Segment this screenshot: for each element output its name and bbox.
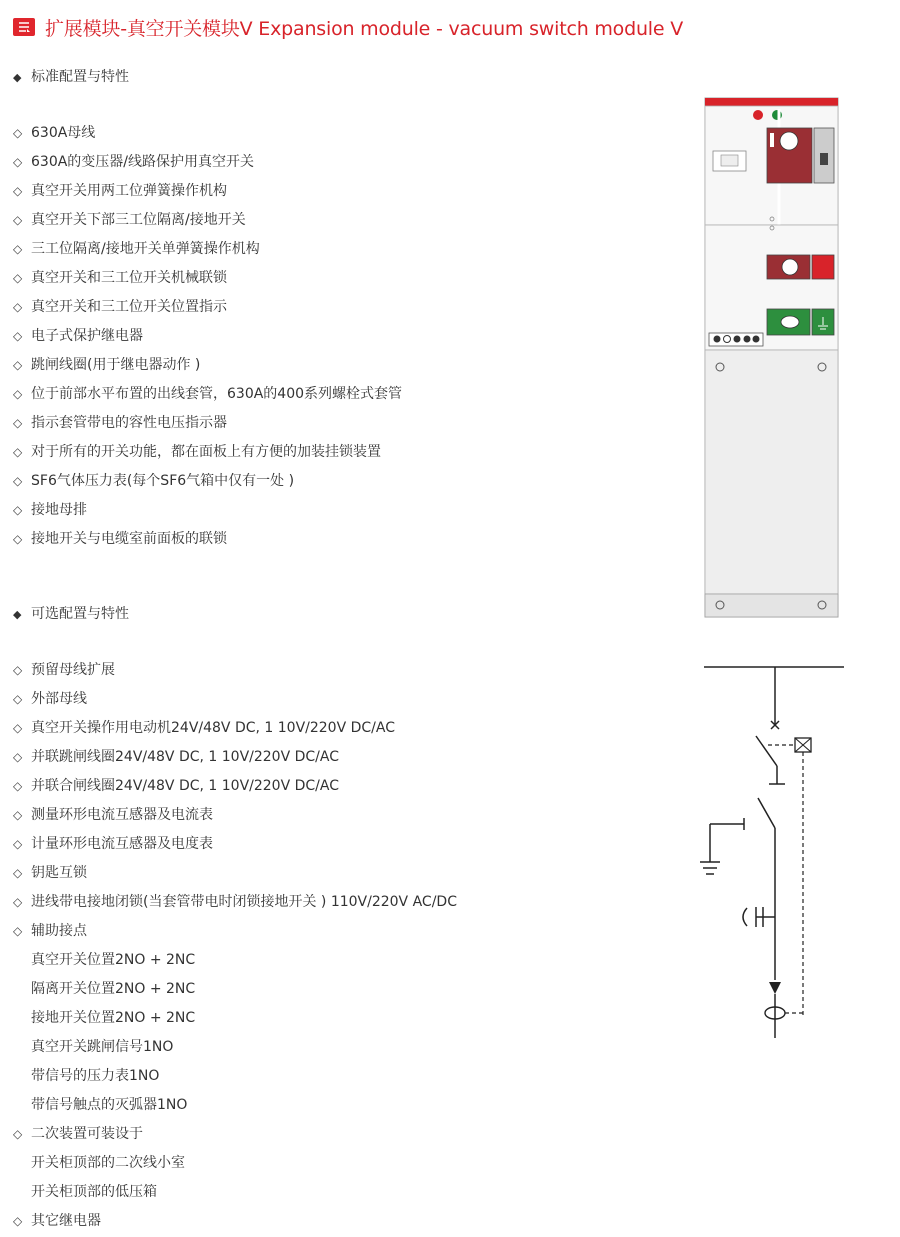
diamond-outline-icon: ◇: [13, 271, 23, 285]
diamond-outline-icon: ◇: [13, 750, 23, 764]
optional-item-text: 真空开关操作用电动机24V/48V DC, 1 10V/220V DC/AC: [31, 720, 395, 736]
optional-item-text: 并联跳闸线圈24V/48V DC, 1 10V/220V DC/AC: [31, 749, 339, 765]
standard-item: [13, 529, 227, 549]
standard-item-text: 接地开关与电缆室前面板的联锁: [31, 531, 227, 547]
optional-item: [13, 892, 457, 912]
standard-item: [13, 326, 143, 346]
diamond-outline-icon: ◇: [13, 474, 23, 488]
diamond-outline-icon: ◇: [13, 692, 23, 706]
diamond-outline-icon: ◇: [13, 300, 23, 314]
optional-item: [13, 689, 87, 709]
optional-heading-text: 可选配置与特性: [31, 606, 129, 622]
diamond-outline-icon: ◇: [13, 779, 23, 793]
diamond-outline-icon: ◇: [13, 445, 23, 459]
standard-item: [13, 297, 227, 317]
aux-sub-item: 真空开关跳闸信号1NO: [31, 1039, 174, 1055]
optional-item: [13, 834, 213, 854]
diamond-filled-icon: ◆: [13, 608, 22, 621]
standard-item: [13, 181, 227, 201]
optional-item: [13, 805, 213, 825]
optional-item-text: 其它继电器: [31, 1213, 101, 1229]
optional-item: [13, 660, 115, 680]
aux-sub-item: 真空开关位置2NO + 2NC: [31, 952, 196, 968]
diamond-outline-icon: ◇: [13, 866, 23, 880]
optional-item-text: 外部母线: [31, 691, 87, 707]
secondary-sub-item: 开关柜顶部的低压箱: [31, 1184, 157, 1200]
standard-item-text: 位于前部水平布置的出线套管，630A的400系列螺栓式套管: [31, 386, 403, 402]
standard-heading-text: 标准配置与特性: [31, 69, 129, 85]
standard-item-text: 指示套管带电的容性电压指示器: [31, 415, 227, 431]
diamond-outline-icon: ◇: [13, 663, 23, 677]
optional-item: [13, 921, 87, 941]
standard-item-text: 三工位隔离/接地开关单弹簧操作机构: [31, 241, 260, 257]
brand-logo-icon: [13, 18, 35, 36]
optional-item-text: 预留母线扩展: [31, 662, 115, 678]
diamond-outline-icon: ◇: [13, 895, 23, 909]
optional-item: [13, 747, 339, 767]
standard-heading: [13, 66, 129, 86]
standard-item-text: 真空开关下部三工位隔离/接地开关: [31, 212, 246, 228]
optional-item: [13, 1211, 101, 1231]
diamond-outline-icon: ◇: [13, 242, 23, 256]
diamond-outline-icon: ◇: [13, 721, 23, 735]
standard-item-text: 真空开关用两工位弹簧操作机构: [31, 183, 227, 199]
optional-heading: [13, 603, 129, 623]
optional-item: [13, 863, 87, 883]
standard-item: [13, 442, 381, 462]
single-line-diagram: [696, 660, 856, 1054]
standard-item: [13, 239, 260, 259]
secondary-sub-item: 开关柜顶部的二次线小室: [31, 1155, 185, 1171]
diamond-outline-icon: ◇: [13, 329, 23, 343]
optional-item-text: 二次装置可装设于: [31, 1126, 143, 1142]
standard-item-text: SF6气体压力表(每个SF6气箱中仅有一处 ): [31, 473, 295, 489]
standard-item-text: 真空开关和三工位开关位置指示: [31, 299, 227, 315]
standard-item: [13, 500, 87, 520]
standard-item: [13, 152, 254, 172]
standard-item: [13, 268, 227, 288]
switchgear-panel-illustration: [704, 97, 840, 623]
optional-item-text: 测量环形电流互感器及电流表: [31, 807, 213, 823]
standard-item-text: 对于所有的开关功能，都在面板上有方便的加装挂锁装置: [31, 444, 381, 460]
standard-item-text: 630A的变压器/线路保护用真空开关: [31, 154, 255, 170]
standard-item-text: 630A母线: [31, 125, 96, 141]
diamond-outline-icon: ◇: [13, 924, 23, 938]
optional-item: [13, 718, 395, 738]
diamond-outline-icon: ◇: [13, 416, 23, 430]
diamond-outline-icon: ◇: [13, 184, 23, 198]
aux-sub-item: 带信号的压力表1NO: [31, 1068, 160, 1084]
diamond-outline-icon: ◇: [13, 532, 23, 546]
page-title: 扩展模块-真空开关模块V Expansion module - vacuum switch module V: [45, 17, 684, 40]
optional-item-text: 钥匙互锁: [31, 865, 87, 881]
diamond-outline-icon: ◇: [13, 503, 23, 517]
optional-item: [13, 1124, 143, 1144]
diamond-filled-icon: ◆: [13, 71, 22, 84]
diamond-outline-icon: ◇: [13, 837, 23, 851]
aux-sub-item: 接地开关位置2NO + 2NC: [31, 1010, 196, 1026]
diamond-outline-icon: ◇: [13, 213, 23, 227]
diamond-outline-icon: ◇: [13, 358, 23, 372]
standard-item-text: 真空开关和三工位开关机械联锁: [31, 270, 227, 286]
standard-item-text: 电子式保护继电器: [31, 328, 143, 344]
standard-item-text: 接地母排: [31, 502, 87, 518]
page-header: [13, 14, 683, 40]
optional-item-text: 计量环形电流互感器及电度表: [31, 836, 213, 852]
standard-item: [13, 471, 294, 491]
optional-item: [13, 776, 339, 796]
standard-item: [13, 384, 402, 404]
diamond-outline-icon: ◇: [13, 808, 23, 822]
standard-item-text: 跳闸线圈(用于继电器动作 ): [31, 357, 201, 373]
standard-item: [13, 123, 95, 143]
diamond-outline-icon: ◇: [13, 1127, 23, 1141]
optional-item-text: 并联合闸线圈24V/48V DC, 1 10V/220V DC/AC: [31, 778, 339, 794]
diamond-outline-icon: ◇: [13, 387, 23, 401]
optional-item-text: 进线带电接地闭锁(当套管带电时闭锁接地开关 ) 110V/220V AC/DC: [31, 894, 457, 910]
diamond-outline-icon: ◇: [13, 1214, 23, 1228]
standard-item: [13, 210, 246, 230]
diamond-outline-icon: ◇: [13, 126, 23, 140]
aux-sub-item: 隔离开关位置2NO + 2NC: [31, 981, 196, 997]
standard-item: [13, 355, 200, 375]
aux-sub-item: 带信号触点的灭弧器1NO: [31, 1097, 188, 1113]
standard-item: [13, 413, 227, 433]
diamond-outline-icon: ◇: [13, 155, 23, 169]
optional-item-text: 辅助接点: [31, 923, 87, 939]
